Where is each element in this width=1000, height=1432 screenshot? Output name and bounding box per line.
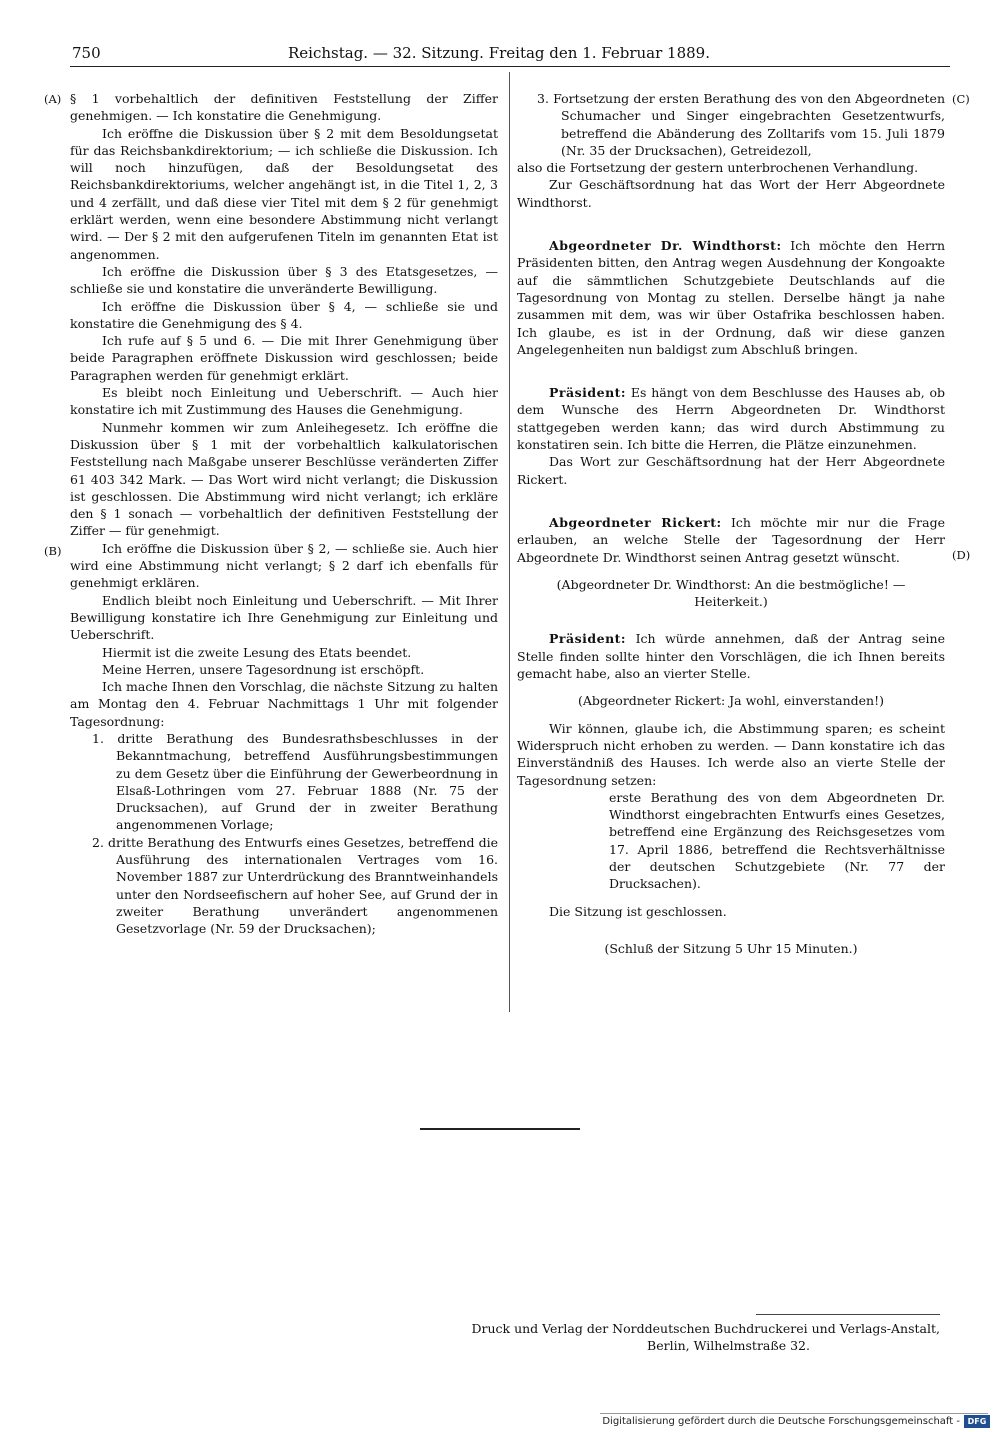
margin-label-a: (A) bbox=[44, 92, 62, 106]
speech-windthorst bbox=[517, 237, 945, 358]
column-divider bbox=[509, 72, 510, 1012]
speech-text: Ich möchte den Herrn Präsidenten bitten, den Antrag wegen Ausdehnung der Kongoakte auf die sämmtlichen Schutzgebiete Deutschlands auf die Tagesordnung von Montag zu stellen. Derselbe hängt ja nahe zusammen mit dem, was wir über Ostafrika beschlossen haben. Ich glaube, es ist in der Ordnung, daß wir diese ganzen Angelegenheiten nun baldigst zum Abschluß bringen. bbox=[517, 238, 945, 357]
paragraph: also die Fortsetzung der gestern unterbrochenen Verhandlung. bbox=[517, 160, 919, 176]
paragraph: Ich eröffne die Diskussion über § 2, — schließe sie. Auch hier wird eine Abstimmung nicht verlangt; § 2 darf ich ebenfalls für genehmigt erklären. bbox=[70, 540, 498, 591]
margin-label-b: (B) bbox=[44, 544, 62, 558]
paragraph: Ich eröffne die Diskussion über § 3 des Etatsgesetzes, — schließe sie und konstatire die unveränderte Bewilligung. bbox=[70, 263, 498, 297]
speaker-name: Abgeordneter Dr. Windthorst: bbox=[549, 238, 782, 254]
agenda-item: 1. dritte Berathung des Bundesrathsbeschlusses in der Bekanntmachung, betreffend Ausführungsbestimmungen zu dem Gesetz über die Einführung der Gewerbeordnung in Elsaß-Lothringen vom 27. Februar 1888 (Nr. 75 der Drucksachen), auf Grund der in zweiter Berathung angenommenen Vorlage; bbox=[92, 730, 498, 833]
paragraph: Das Wort zur Geschäftsordnung hat der Herr Abgeordnete Rickert. bbox=[517, 454, 945, 487]
speaker-name: Präsident: bbox=[549, 385, 627, 401]
paragraph: Es bleibt noch Einleitung und Ueberschrift. — Auch hier konstatire ich mit Zustimmung des Hauses die Genehmigung. bbox=[70, 385, 498, 418]
paragraph: Ich eröffne die Diskussion über § 4, — schließe sie und konstatire die Genehmigung des § 4. bbox=[70, 298, 498, 331]
imprint-rule bbox=[756, 1314, 940, 1315]
footer-note: Digitalisierung gefördert durch die Deutsche Forschungsgemeinschaft - bbox=[602, 1416, 960, 1427]
speech-text: Ich würde annehmen, daß der Antrag seine Stelle finden sollte hinter den Vorschlägen, die ich Ihnen bereits gemacht habe, also an vierter Stelle. bbox=[517, 631, 945, 682]
paragraph: § 1 vorbehaltlich der definitiven Feststellung der Ziffer genehmigen. — Ich konstatire die Genehmigung. bbox=[70, 91, 498, 124]
imprint-line: Druck und Verlag der Norddeutschen Buchdruckerei und Verlags-Anstalt, bbox=[471, 1321, 940, 1336]
left-column bbox=[70, 90, 498, 938]
speaker-name: Präsident: bbox=[549, 631, 627, 647]
imprint-line: Berlin, Wilhelmstraße 32. bbox=[647, 1338, 810, 1353]
speech-text: Es hängt von dem Beschlusse des Hauses ab, ob dem Wunsche des Herrn Abgeordneten Dr. Windthorst stattgegeben werden kann; das wird durch Abstimmung zu konstatiren sein. Ich bitte die Herren, die Plätze einzunehmen. bbox=[517, 385, 945, 453]
speech-text: Ich möchte mir nur die Frage erlauben, an welche Stelle der Tagesordnung der Herr Abgeordnete Dr. Windthorst seinen Antrag gesetzt wünscht. bbox=[517, 514, 945, 565]
paragraph: Endlich bleibt noch Einleitung und Ueberschrift. — Mit Ihrer Bewilligung konstatire ich Ihre Genehmigung zur Einleitung und Ueberschrift. bbox=[70, 592, 498, 643]
agenda-item: 2. dritte Berathung des Entwurfs eines Gesetzes, betreffend die Ausführung des internationalen Vertrages vom 16. November 1887 zur Unterdrückung des Branntweinhandels unter den Nordseefischern auf hoher See, auf Grund der in zweiter Berathung unverändert angenommenen Gesetzvorlage (Nr. 59 der Drucksachen); bbox=[92, 834, 498, 937]
running-title: Reichstag. — 32. Sitzung. Freitag den 1. Februar 1889. bbox=[288, 44, 710, 62]
header-rule bbox=[70, 66, 950, 67]
paragraph: Ich eröffne die Diskussion über § 2 mit dem Besoldungsetat für das Reichsbankdirektorium; — ich schließe die Diskussion. Ich will noch hinzufügen, daß der Besoldungsetat des Reichsbankdirektoriums, welcher angehängt ist, in die Titel 1, 2, 3 und 4 zerfällt, und daß diese vier Titel mit dem § 2 für genehmigt erklärt werden, wenn eine besondere Abstimmung nicht verlangt wird. — Der § 2 mit den aufgerufenen Titeln im genannten Etat ist angenommen. bbox=[70, 125, 498, 262]
margin-label-c: (C) bbox=[952, 92, 970, 106]
dfg-logo: DFG bbox=[964, 1415, 990, 1428]
agenda-addition: erste Berathung des von dem Abgeordneten Dr. Windthorst eingebrachten Entwurfs eines Gesetzes, betreffend eine Ergänzung des Reichsgesetzes vom 17. April 1886, betreffend die Rechtsverhältnisse der deutschen Schutzgebiete (Nr. 77 der Drucksachen). bbox=[609, 789, 945, 892]
imprint bbox=[460, 1320, 940, 1354]
interjection: (Abgeordneter Rickert: Ja wohl, einverstanden!) bbox=[577, 693, 885, 709]
paragraph: Die Sitzung ist geschlossen. bbox=[549, 903, 727, 919]
right-column bbox=[517, 90, 945, 957]
interjection: (Abgeordneter Dr. Windthorst: An die bestmögliche! — Heiterkeit.) bbox=[556, 576, 906, 610]
footer-rule bbox=[600, 1413, 988, 1414]
paragraph: Zur Geschäftsordnung hat das Wort der Herr Abgeordnete Windthorst. bbox=[517, 177, 945, 210]
paragraph: Ich rufe auf § 5 und 6. — Die mit Ihrer Genehmigung über beide Paragraphen eröffnete Diskussion wird geschlossen; beide Paragraphen werden für genehmigt erklärt. bbox=[70, 333, 498, 383]
session-closing: (Schluß der Sitzung 5 Uhr 15 Minuten.) bbox=[604, 940, 858, 956]
speech-praesident bbox=[517, 384, 945, 453]
paragraph: Meine Herren, unsere Tagesordnung ist erschöpft. bbox=[102, 661, 425, 677]
margin-label-d: (D) bbox=[952, 548, 971, 562]
paragraph: Wir können, glaube ich, die Abstimmung sparen; es scheint Widerspruch nicht erhoben zu werden. — Dann konstatire ich das Einverständniß des Hauses. Ich werde also an vierte Stelle der Tagesordnung setzen: bbox=[517, 720, 945, 788]
end-rule bbox=[420, 1128, 580, 1130]
paragraph: Nunmehr kommen wir zum Anleihegesetz. Ich eröffne die Diskussion über § 1 mit der vorbehaltlich kalkulatorischen Feststellung nach Maßgabe unserer Beschlüsse veränderten Ziffer 61 403 342 Mark. — Das Wort wird nicht verlangt; die Diskussion ist geschlossen. Die Abstimmung wird nicht verlangt; ich erkläre den § 1 sonach — vorbehaltlich der definitiven Feststellung der Ziffer — für genehmigt. bbox=[70, 419, 498, 539]
agenda-item: 3. Fortsetzung der ersten Berathung des von den Abgeordneten Schumacher und Singer eingebrachten Gesetzentwurfs, betreffend die Abänderung des Zolltarifs vom 15. Juli 1879 (Nr. 35 der Drucksachen), Getreidezoll, bbox=[537, 91, 945, 158]
page-number: 750 bbox=[72, 44, 101, 62]
speech-rickert bbox=[517, 514, 945, 566]
speech-praesident bbox=[517, 630, 945, 682]
page-header bbox=[60, 44, 950, 68]
speaker-name: Abgeordneter Rickert: bbox=[549, 514, 722, 530]
paragraph: Ich mache Ihnen den Vorschlag, die nächste Sitzung zu halten am Montag den 4. Februar Nachmittags 1 Uhr mit folgender Tagesordnung: bbox=[70, 679, 498, 729]
paragraph: Hiermit ist die zweite Lesung des Etats beendet. bbox=[102, 644, 412, 660]
